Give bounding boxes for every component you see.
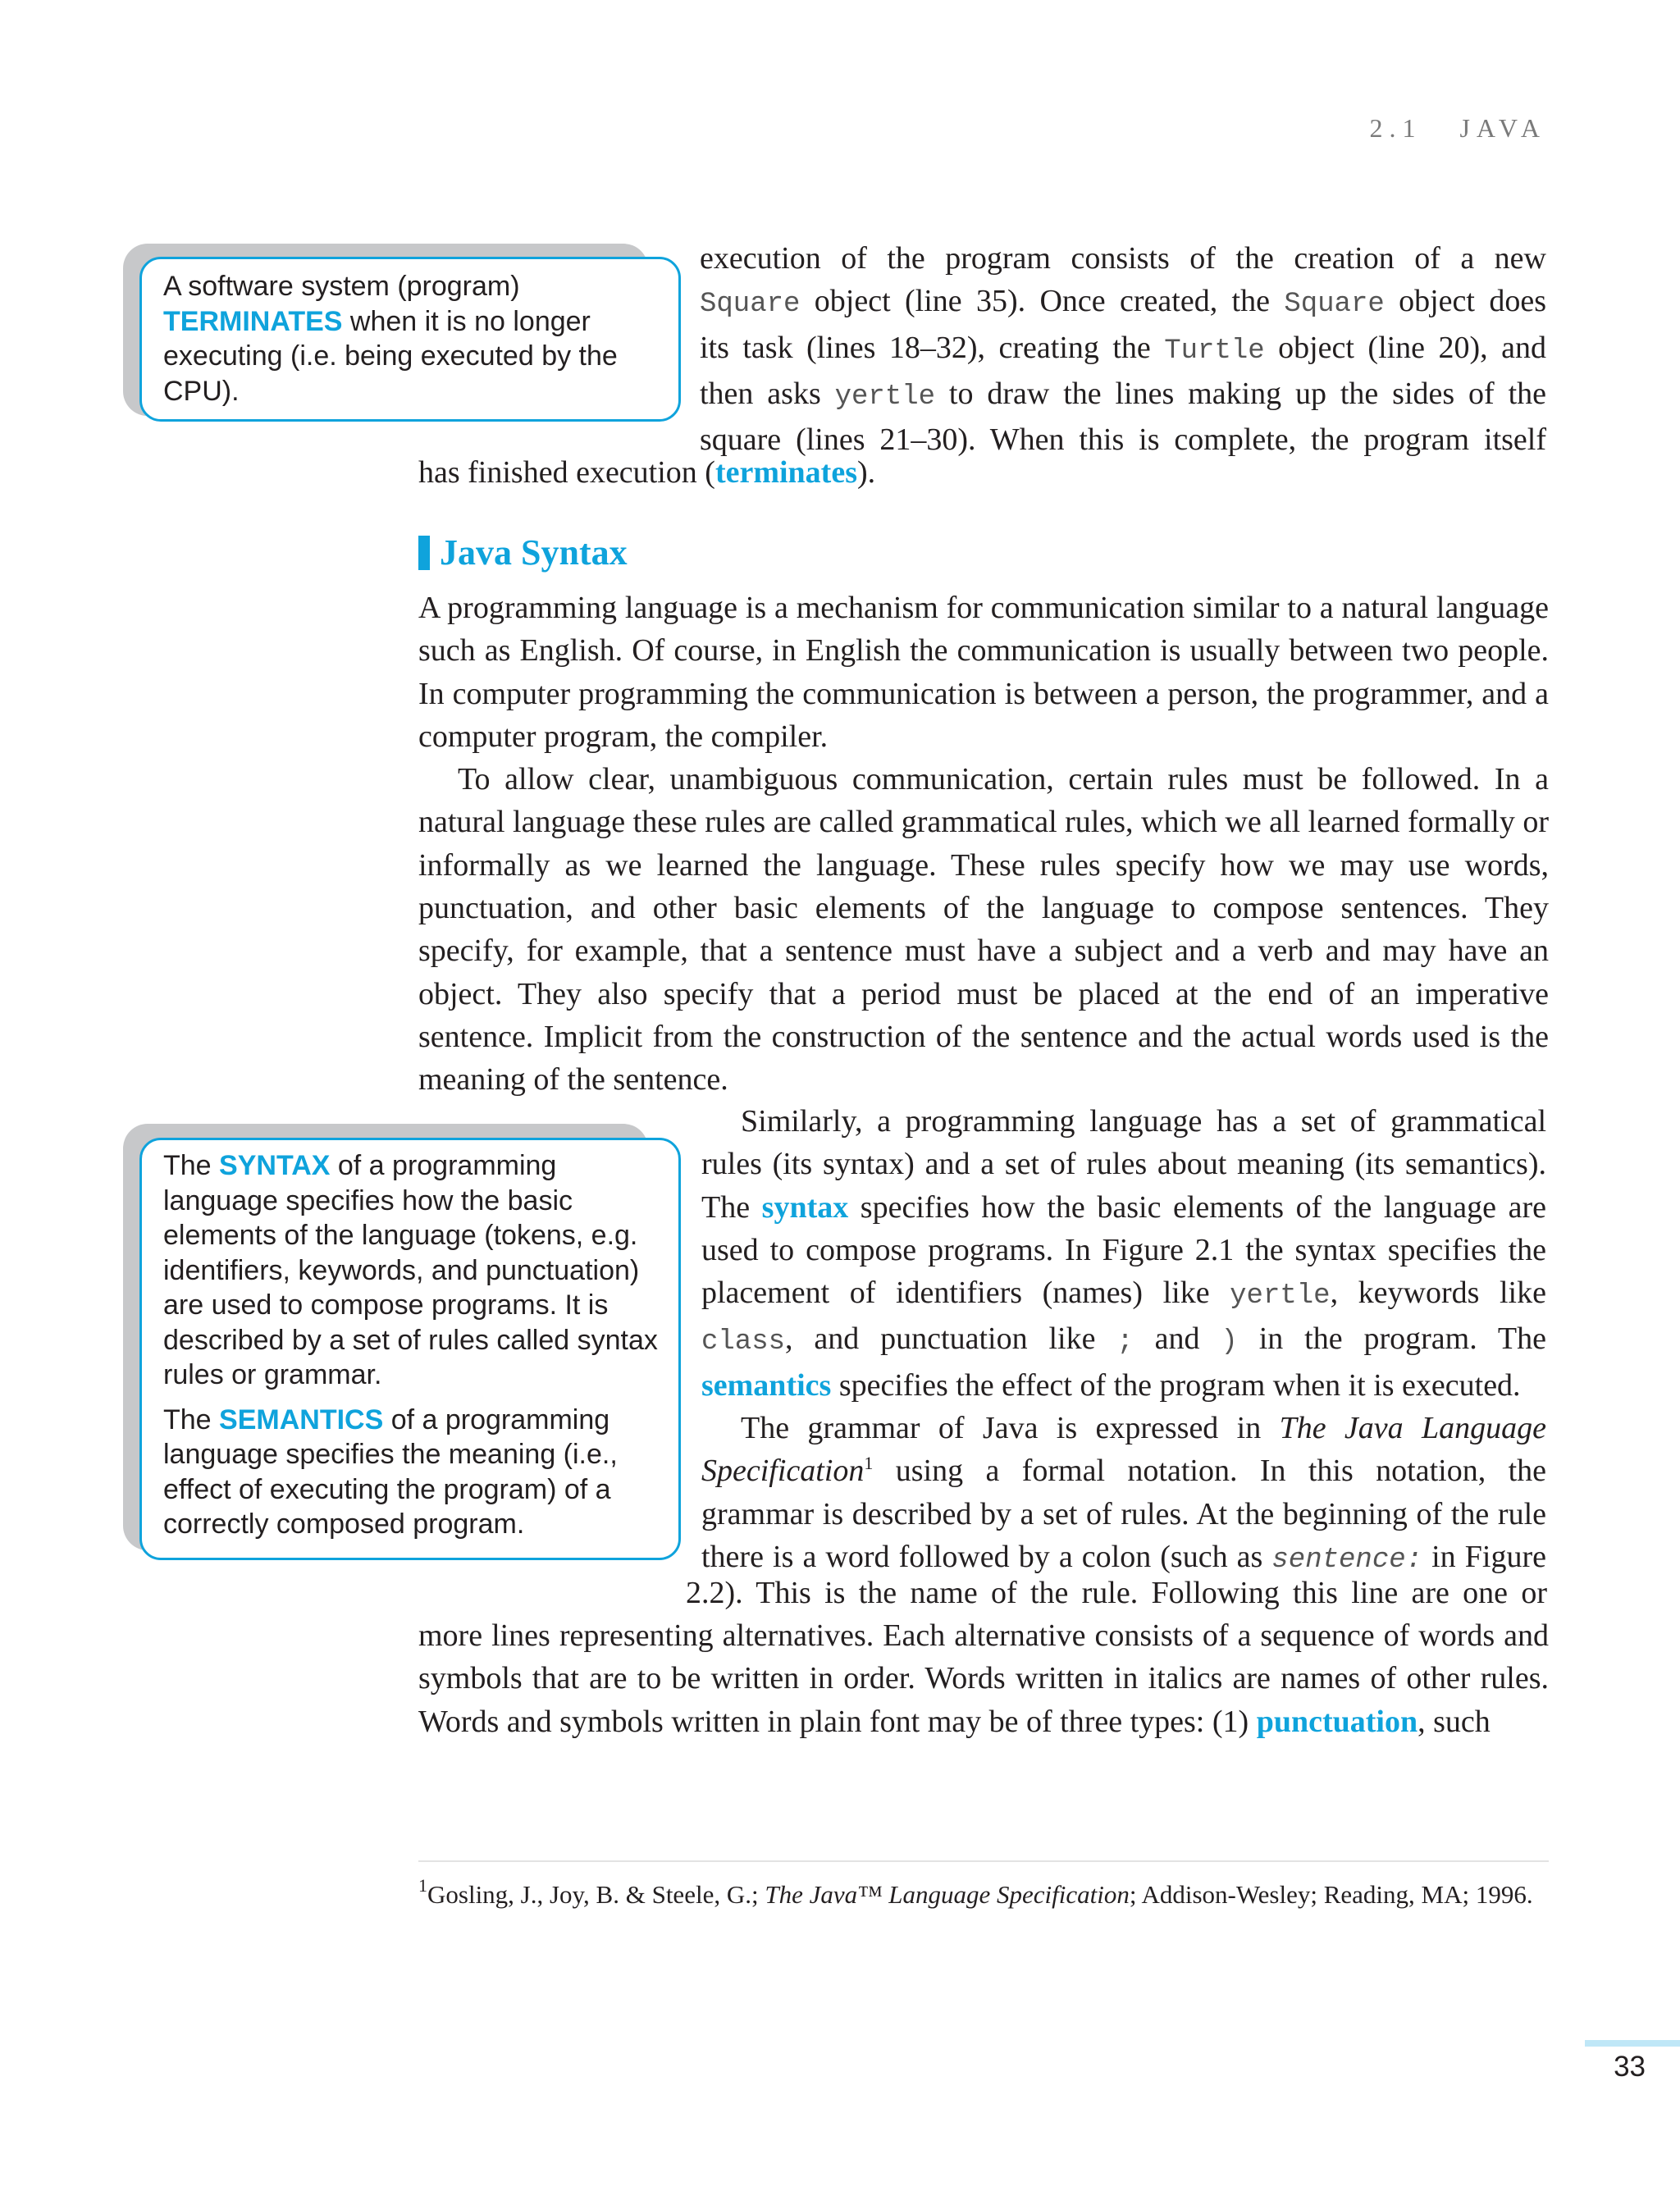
page-number: 33 [1614,2051,1646,2083]
paragraph-language-mechanism: A programming language is a mechanism for communication similar to a natural language such as English. Of course, in English the communication is usually between two people. In computer programming the communication is between a person, the programmer, and a computer program, the compiler. To allow clear, unambiguous communication, certain rules must be followed. In a natural language these rules are called grammatical rules, which we all learned formally or informally as we learned the language. These rules specify how we may use words, punctuation, and other basic elements of the language to compose sentences. They specify, for example, that a sentence must have a subject and a verb and may have an object. They also specify that a period must be placed at the end of an imperative sentence. Implicit from the construction of the sentence and the actual words used is the meaning of the sentence. [418,586,1549,1102]
footnote-title: The Java™ Language Specification [765,1880,1130,1909]
term-terminates: terminates [714,455,857,490]
footnote: $^1$Gosling, J., Joy, B. & Steele, G.; The Java™ Language Specification; Addison-Wesley; Reading, MA; 1996. [418,1875,1533,1909]
section-heading-bar [418,536,430,570]
paragraph-execution: execution of the program consists of the creation of a new Square object (line 35). Once created, the Square object does its task (lines 18–32), creating the Turtle object (line 20), and then asks yertle to draw the lines making up the sides of the square (lines 21–30). When this is complete, the program itself [700,241,1546,458]
margin-note-text: A software system (program) TERMINATES when it is no longer executing (i.e. being executed by the CPU). [163,271,618,407]
margin-note-syntax: The SYNTAX of a programming language specifies how the basic elements of the language (tokens, e.g. identifiers, keywords, and punctuation) are used to compose programs. It is described by a set of rules called syntax rules or grammar. [163,1150,658,1390]
note-key-term: TERMINATES [163,305,343,337]
term-syntax: syntax [761,1189,849,1225]
margin-note-terminates [139,257,681,422]
footnote-ref: 1 [864,1453,874,1474]
paragraph-similarly: Similarly, a programming language has a set of grammatical rules (its syntax) and a set of rules about meaning (its semantics). The syntax specifies how the basic elements of the language are used to compose programs. In Figure 2.1 the syntax specifies the placement of identifiers (names) like yertle, keywords like class, and punctuation like ; and ) in the program. The semantics specifies the effect of the program when it is executed. The grammar of Java is expressed in The Java Language Specification$^1$ using a formal notation. In this notation, the grammar is described by a set of rules. At the beginning of the rule there is a word followed by a colon (such as sentence: in Figure [701,1100,1546,1581]
page-number-bar [1585,2040,1680,2047]
term-punctuation: punctuation [1256,1704,1418,1739]
book-title: The Java Language Specification [701,1411,1546,1489]
note-key-syntax: SYNTAX [219,1150,331,1181]
section-heading [418,532,628,573]
margin-note-semantics: The SEMANTICS of a programming language specifies the meaning (i.e., effect of executing the program) of a correctly composed program. [163,1403,618,1540]
paragraph-execution-end: has finished execution (terminates). [418,455,876,490]
term-semantics: semantics [701,1367,832,1403]
running-head-title: JAVA [1459,113,1546,143]
footnote-divider [418,1860,1549,1862]
paragraph-clear-communication: To allow clear, unambiguous communication, certain rules must be followed. In a natural language these rules are called grammatical rules, which we all learned formally or informally as we learned the language. These rules specify how we may use words, punctuation, and other basic elements of the language to compose sentences. They specify, for example, that a sentence must have a subject and a verb and may have an object. They also specify that a period must be placed at the end of an imperative sentence. Implicit from the construction of the sentence and the actual words used is the meaning of the sentence. [418,762,1549,1098]
paragraph-rule-name: 2.2). This is the name of the rule. Following this line are one or [686,1576,1547,1610]
margin-note-syntax-semantics [139,1138,681,1560]
paragraph-grammar: The grammar of Java is expressed in The Java Language Specification$^1$ using a formal notation. In this notation, the grammar is described by a set of rules. At the beginning of the rule there is a word followed by a colon (such as sentence: in Figure [701,1411,1546,1576]
section-heading-text: Java Syntax [440,532,628,573]
running-head [1369,113,1546,144]
footnote-number: 1 [418,1875,427,1896]
paragraph-alternatives: more lines representing alternatives. Each alternative consists of a sequence of words and symbols that are to be written in order. Words written in italics are names of other rules. Words and symbols written in plain font may be of three types: (1) punctuation, such [418,1618,1549,1739]
note-key-semantics: SEMANTICS [219,1403,384,1435]
running-head-section: 2.1 [1369,113,1422,143]
